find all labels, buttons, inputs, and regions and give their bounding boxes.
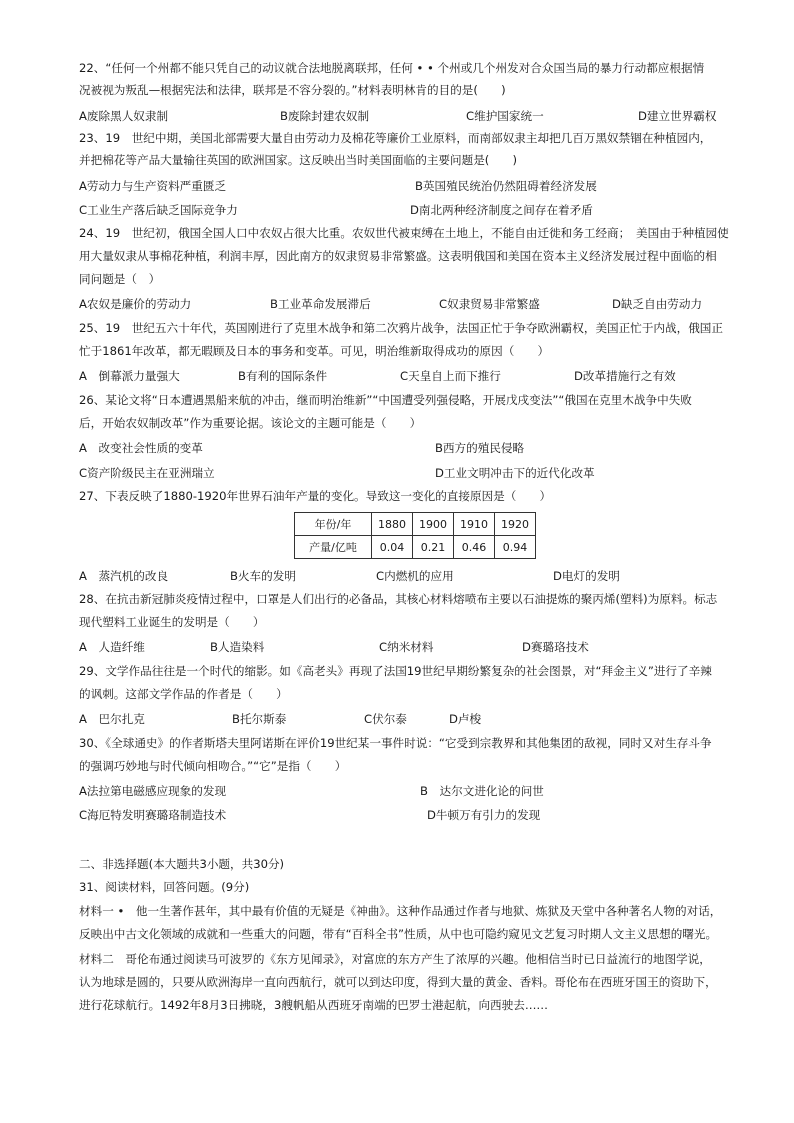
q27-option-d: D电灯的发明: [553, 569, 620, 583]
q29-option-b: B托尔斯泰: [232, 712, 287, 726]
q29-stem-line-2: 的讽刺。这部文学作品的作者是（ ）: [79, 687, 288, 701]
q26-stem-line-2: 后，开始农奴制改革”作为重要论据。该论文的主题可能是（ ）: [79, 416, 422, 430]
q23-stem-line-1: 23、19 世纪中期，美国北部需要大量自由劳动力及棉花等廉价工业原料，而南部奴隶主却把几百万黑奴禁锢在种植园内，: [79, 131, 712, 145]
material-1-line-1: 材料一 • 他一生著作甚年，其中最有价值的无疑是《神曲》。这种作品通过作者与地狱、炼狱及天堂中各种著名人物的对话，: [79, 904, 722, 918]
table-cell: 0.94: [495, 536, 536, 559]
q22-option-d: D建立世界霸权: [638, 109, 717, 123]
table-cell: 1880: [372, 513, 413, 536]
oil-production-table: [294, 512, 536, 559]
q28-option-d: D赛璐珞技术: [522, 640, 589, 654]
material-2-line-3: 进行花球航行。1492年8月3日拂晓，3艘帆船从西班牙南端的巴罗士港起航，向西驶去……: [79, 998, 549, 1012]
q28-option-a: A 人造纤维: [79, 640, 145, 654]
q22-option-c: C维护国家统一: [466, 109, 544, 123]
q24-option-b: B工业革命发展滞后: [270, 297, 371, 311]
q26-option-a: A 改变社会性质的变革: [79, 441, 203, 455]
material-2-line-2: 认为地球是圆的，只要从欧洲海岸一直向西航行，就可以到达印度，得到大量的黄金、香料。哥伦布在西班牙国王的资助下，: [79, 975, 717, 989]
q28-option-b: B人造染料: [210, 640, 265, 654]
q26-option-b: B西方的殖民侵略: [435, 441, 525, 455]
q24-option-c: C奴隶贸易非常繁盛: [439, 297, 540, 311]
q25-option-c: C天皇自上而下推行: [400, 369, 501, 383]
table-cell: 0.46: [454, 536, 495, 559]
q25-stem-line-1: 25、19 世纪五六十年代，英国刚进行了克里木战争和第二次鸦片战争，法国正忙于争夺欧洲霸权，美国正忙于内战，俄国正: [79, 321, 723, 335]
q29-option-a: A 巴尔扎克: [79, 712, 145, 726]
q28-stem-line-1: 28、在抗击新冠肺炎疫情过程中，口罩是人们出行的必备品，其核心材料熔喷布主要以石油提炼的聚丙烯(塑料)为原料。标志: [79, 592, 718, 606]
q23-option-c: C工业生产落后缺乏国际竞争力: [79, 203, 238, 217]
q29-option-c: C伏尔泰: [364, 712, 407, 726]
q28-stem-line-2: 现代塑料工业诞生的发明是（ ）: [79, 615, 265, 629]
q22-option-b: B废除封建农奴制: [280, 109, 370, 123]
table-header-year: 年份/年: [295, 513, 372, 536]
q24-option-d: D缺乏自由劳动力: [612, 297, 703, 311]
q23-option-a: A劳动力与生产资料严重匮乏: [79, 179, 227, 193]
q25-option-d: D改革措施行之有效: [574, 369, 676, 383]
q29-option-d: D卢梭: [449, 712, 482, 726]
q27-option-c: C内燃机的应用: [376, 569, 454, 583]
q28-option-c: C纳米材料: [379, 640, 434, 654]
table-header-output: 产量/亿吨: [295, 536, 372, 559]
q26-stem-line-1: 26、某论文将“日本遭遇黑船来航的冲击，继而明治维新”“中国遭受列强侵略，开展戊戌变法”“俄国在克里木战争中失败: [79, 393, 692, 407]
table-cell: 1910: [454, 513, 495, 536]
q23-option-d: D南北两种经济制度之间存在着矛盾: [410, 203, 593, 217]
table-cell: 0.04: [372, 536, 413, 559]
table-row: [295, 536, 536, 559]
section-heading: 二、非选择题(本大题共3小题，共30分): [79, 857, 285, 871]
q23-option-b: B英国殖民统治仍然阻碍着经济发展: [415, 179, 597, 193]
q30-stem-line-1: 30、《全球通史》的作者斯塔夫里阿诺斯在评价19世纪某一事件时说：“它受到宗教界和其他集团的敌视，同时又对生存斗争: [79, 736, 712, 750]
q27-stem-line-1: 27、下表反映了1880-1920年世界石油年产量的变化。导致这一变化的直接原因是（ ）: [79, 489, 552, 503]
q26-option-c: C资产阶级民主在亚洲瑞立: [79, 466, 215, 480]
q24-stem-line-1: 24、19 世纪初，俄国全国人口中农奴占很大比重。农奴世代被束缚在土地上，不能自由迁徙和务工经商； 美国由于种植园使: [79, 226, 729, 240]
q22-stem-line-1: 22、“任何一个州都不能只凭自己的动议就合法地脱离联邦，任何 • • 个州或几个州发对合众国当局的暴力行动都应根据情: [79, 61, 705, 75]
q30-option-c: C海厄特发明赛璐珞制造技术: [79, 808, 227, 822]
q30-option-a: A法拉第电磁感应现象的发现: [79, 784, 227, 798]
q27-option-b: B火车的发明: [230, 569, 296, 583]
q25-stem-line-2: 忙于1861年改革，都无暇顾及日本的事务和变革。可见，明治维新取得成功的原因（ ）: [79, 344, 550, 358]
q24-option-a: A农奴是廉价的劳动力: [79, 297, 192, 311]
q24-stem-line-3: 同问题是（ ）: [79, 272, 161, 286]
table-cell: 1900: [413, 513, 454, 536]
q27-option-a: A 蒸汽机的改良: [79, 569, 169, 583]
q30-option-d: D牛顿万有引力的发现: [427, 808, 541, 822]
q24-stem-line-2: 用大量奴隶从事棉花种植，利润丰厚，因此南方的奴隶贸易非常繁盛。这表明俄国和美国在资本主义经济发展过程中面临的相: [79, 249, 717, 263]
table-row: [295, 513, 536, 536]
q30-option-b: B 达尔文进化论的问世: [420, 784, 544, 798]
q22-stem-line-2: 况被视为叛乱—根据宪法和法律，联邦是不容分裂的。”材料表明林肯的目的是( ): [79, 83, 506, 97]
q30-stem-line-2: 的强调巧妙地与时代倾向相吻合。”“它”是指（ ）: [79, 759, 347, 773]
q25-option-a: A 倒幕派力量强大: [79, 369, 180, 383]
table-cell: 1920: [495, 513, 536, 536]
material-2-line-1: 材料二 哥伦布通过阅读马可波罗的《东方见闻录》，对富庶的东方产生了浓厚的兴趣。他相信当时已日益流行的地图学说，: [79, 952, 711, 966]
material-1-line-2: 反映出中古文化领域的成就和一些重大的问题，带有“百科全书”性质，从中也可隐约窥见文艺复习时期人文主义思想的曙光。: [79, 927, 718, 941]
q22-option-a: A废除黑人奴隶制: [79, 109, 169, 123]
q23-stem-line-2: 并把棉花等产品大量输往英国的欧洲国家。这反映出当时美国面临的主要问题是( ): [79, 153, 518, 167]
table-cell: 0.21: [413, 536, 454, 559]
q31-stem: 31、阅读材料，回答问题。(9分): [79, 880, 250, 894]
q29-stem-line-1: 29、文学作品往往是一个时代的缩影。如《高老头》再现了法国19世纪早期纷繁复杂的社会图景，对“拜金主义”进行了辛辣: [79, 664, 712, 678]
q25-option-b: B有利的国际条件: [238, 369, 328, 383]
q26-option-d: D工业文明冲击下的近代化改革: [435, 466, 595, 480]
